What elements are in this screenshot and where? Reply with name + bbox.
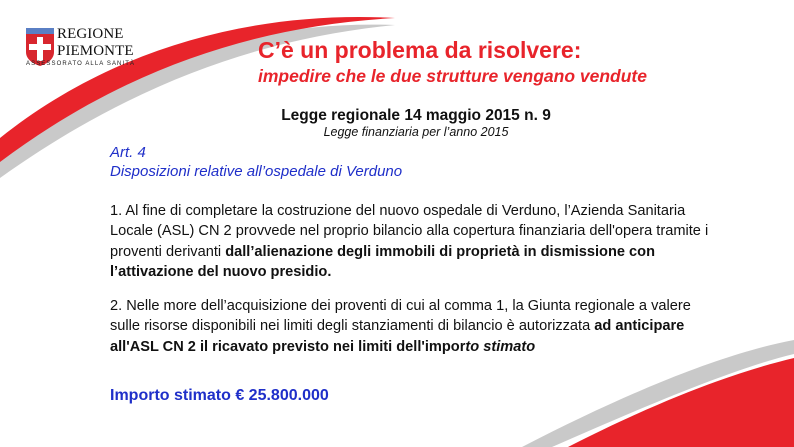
logo-department: ASSESSORATO ALLA SANITÀ xyxy=(26,61,136,67)
paragraph-2-text: 2. Nelle more dell’acquisizione dei proventi di cui al comma 1, la Giunta regionale a valere sulle risorse disponibili nei limiti degli stanziamenti di bilancio è autorizzata xyxy=(110,298,691,335)
page-subtitle: impedire che le due strutture vengano vendute xyxy=(258,66,647,86)
paragraph-2 xyxy=(110,296,710,357)
paragraph-1 xyxy=(110,201,710,282)
estimated-amount: Importo stimato € 25.800.000 xyxy=(110,387,329,404)
law-title xyxy=(0,107,794,125)
swoosh-bottom xyxy=(568,358,794,447)
regione-piemonte-logo xyxy=(26,23,166,73)
paragraph-1-text: 1. Al fine di completare la costruzione del nuovo ospedale di Verduno, l’Azienda Sanitaria Locale (ASL) CN 2 provvede nel proprio bilancio alla copertura finanziaria dell'opera tramite i proventi derivanti xyxy=(110,203,709,260)
logo-name-line2: PIEMONTE xyxy=(57,43,134,59)
law-subtitle-text: Legge finanziaria per l’anno 2015 xyxy=(323,125,509,139)
logo-name-line1: REGIONE xyxy=(57,26,124,42)
page-title: C’è un problema da risolvere: xyxy=(258,37,582,63)
paragraph-1-emphasis: dall’alienazione degli immobili di proprietà in dismissione con l’attivazione del nuovo presidio. xyxy=(110,243,655,280)
article-title: Disposizioni relative all’ospedale di Verduno xyxy=(110,163,403,180)
law-subtitle xyxy=(0,125,794,139)
article-number: Art. 4 xyxy=(110,144,146,161)
paragraph-2-emphasis-italic: to stimato xyxy=(465,338,536,355)
law-title-text: Legge regionale 14 maggio 2015 n. 9 xyxy=(281,107,551,124)
paragraph-2-emphasis: ad anticipare all'ASL CN 2 il ricavato previsto nei limiti dell'impor xyxy=(110,318,685,355)
